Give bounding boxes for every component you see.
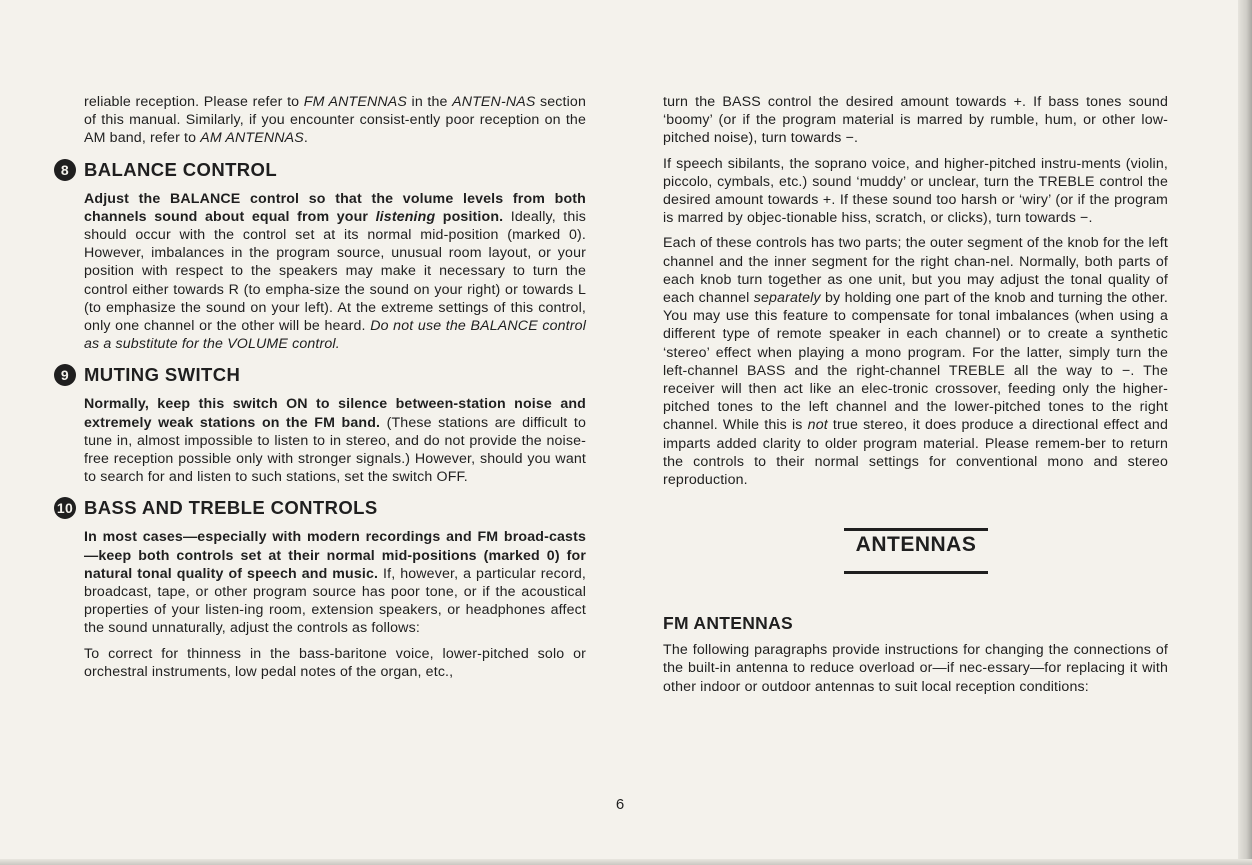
fm-antennas-heading: FM ANTENNAS (663, 613, 794, 634)
section-title: MUTING SWITCH (84, 364, 241, 386)
section-number-badge: 9 (54, 364, 76, 386)
left-column (56, 93, 586, 688)
antennas-title: ANTENNAS (855, 533, 977, 557)
fm-antennas-paragraph: The following paragraphs provide instructions for changing the connections of the built-in antenna to reduce overload or—if nec-essary—for replacing it with other indoor or outdoor antennas to suit local reception conditions: (663, 642, 1168, 695)
book-spine-shadow (1238, 0, 1252, 865)
balance-control-heading (52, 158, 586, 182)
intro-paragraph: reliable reception. Please refer to FM ANTENNAS in the ANTEN-NAS section of this manual. Similarly, if you encounter consist-ently poor reception on the AM band, refer to AM ANTENNAS. (84, 94, 586, 147)
section-title: BALANCE CONTROL (84, 158, 278, 180)
knob-segments-paragraph: Each of these controls has two parts; the outer segment of the knob for the left channel and the inner segment for the right chan-nel. Normally, both parts of each knob turn together as one unit, but you may adjust the tonal quality of each channel separately by holding one part of the knob and turning the other. You may use this feature to compensate for tonal imbalances (when using a different type of remote speaker in each channel) or to create a synthetic ‘stereo’ effect when playing a mono program. For the latter, simply turn the left-channel BASS and the right-channel TREBLE all the way to −. The receiver will then act like an elec-tronic crossover, feeding only the higher-pitched tones to the left channel and the lower-pitched tones to the right channel. While this is not true stereo, it does produce a directional effect and imparts added clarity to older program material. Please remem-ber to return the controls to their normal settings for conventional mono and stereo reproduction. (663, 235, 1169, 489)
heading-rule-top (844, 528, 988, 531)
bass-treble-paragraph-2: To correct for thinness in the bass-baritone voice, lower-pitched solo or orchestral instruments, low pedal notes of the organ, etc., (84, 645, 586, 680)
bass-treble-paragraph: In most cases—especially with modern recordings and FM broad-casts—keep both controls set at their normal mid-positions (marked 0) for natural tonal quality of speech and music. If, however, a particular record, broadcast, tape, or other program source has poor tone, or if the acoustical properties of your listen-ing room, extension speakers, or headphones affect the sound unnaturally, adjust the controls as follows: (84, 529, 586, 637)
muting-paragraph: Normally, keep this switch ON to silence between-station noise and extremely weak stations on the FM band. (These stations are difficult to tune in, almost impossible to listen to in stereo, and do not provide the noise-free reception possible only with stronger signals.) However, should you want to search for and listen to such stations, set the switch OFF. (84, 396, 586, 486)
page-bottom-edge (0, 859, 1252, 865)
page-number: 6 (615, 796, 625, 813)
muting-switch-heading (52, 363, 586, 387)
bass-adjust-paragraph: turn the BASS control the desired amount towards +. If bass tones sound ‘boomy’ (or if the program material is marred by rumble, hum, or other low-pitched noise), turn towards −. (663, 94, 1168, 147)
balance-paragraph: Adjust the BALANCE control so that the volume levels from both channels sound about equal from your listening position. Ideally, this should occur with the control set at its normal mid-position (marked 0). However, imbalances in the program source, unusual room layout, or your position with respect to the speakers may make it necessary to turn the control either towards R (to empha-size the sound on your right) or towards L (to emphasize the sound on your left). At the extreme settings of this control, only one channel or the other will be heard. Do not use the BALANCE control as a substitute for the VOLUME control. (84, 190, 586, 353)
heading-rule-bottom (844, 571, 988, 574)
section-number-badge: 8 (54, 159, 76, 181)
treble-adjust-paragraph: If speech sibilants, the soprano voice, and higher-pitched instru-ments (violin, piccolo, cymbals, etc.) sound ‘muddy’ or unclear, turn the TREBLE control the desired amount towards +. If these sound too harsh or ‘wiry’ (or if the program is marred by objec-tionable hiss, scratch, or clicks), turn towards −. (663, 155, 1168, 227)
antennas-section-header (663, 515, 1168, 593)
right-column (663, 93, 1168, 703)
section-title: BASS AND TREBLE CONTROLS (84, 497, 378, 519)
section-number-badge: 10 (54, 497, 76, 519)
bass-treble-heading (52, 496, 586, 520)
